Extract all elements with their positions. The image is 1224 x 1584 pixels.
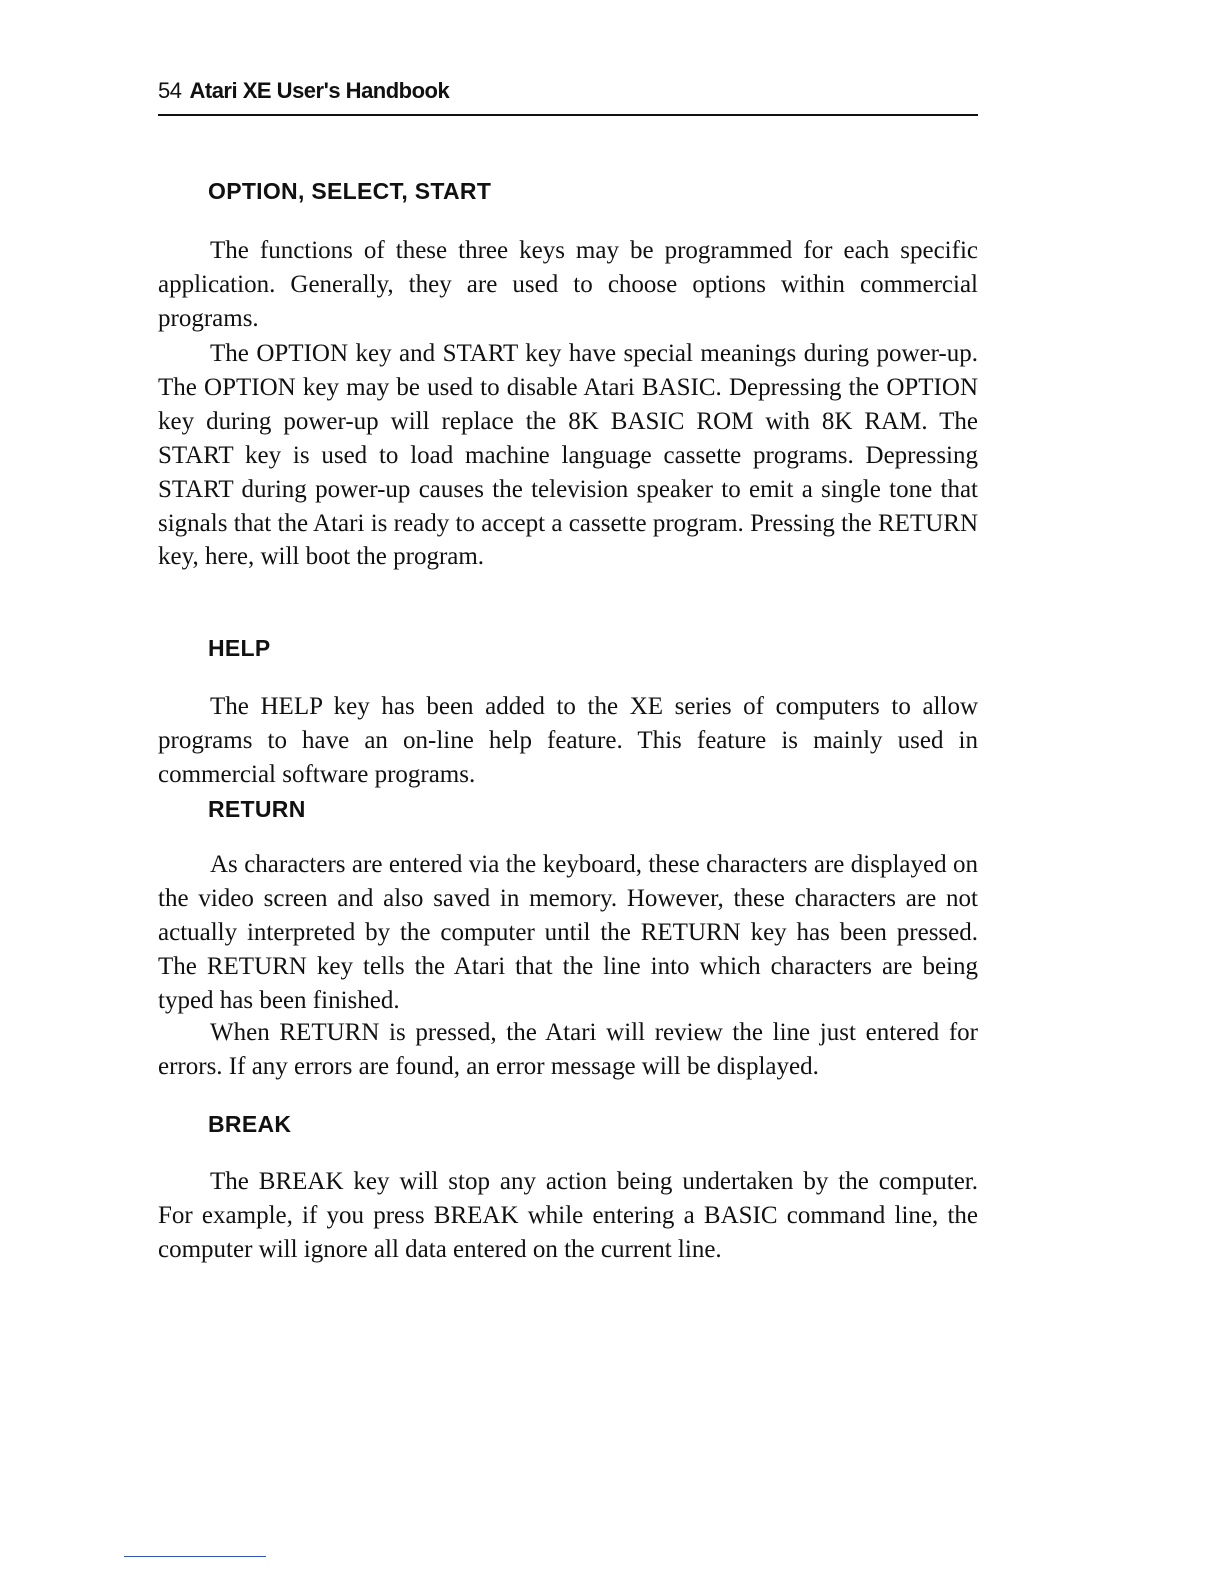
paragraph-return-characters: As characters are entered via the keyboard, these characters are displayed on the video screen and also saved in memory. However, these characters are not actually interpreted by the computer until the RETURN key has been pressed. The RETURN key tells the Atari that the line into which characters are being typed has been finished. [158,851,978,1014]
footer-rule [124,1556,266,1557]
page-number: 54 [158,78,182,103]
section-heading-help: HELP [208,635,271,661]
paragraph-help: The HELP key has been added to the XE series of computers to allow programs to have an on-line help feature. This feature is mainly used in commercial software programs. [158,693,978,788]
running-head [158,78,978,116]
book-title: Atari XE User's Handbook [189,78,450,103]
section-heading-option-select-start: OPTION, SELECT, START [208,178,492,204]
paragraph-option-powerup: The OPTION key and START key have special meanings during power-up. The OPTION key may be used to disable Atari BASIC. Depressing the OPTION key during power-up will replace the 8K BASIC ROM with 8K RAM. The START key is used to load machine language cassette programs. Depressing START during power-up causes the television speaker to emit a single tone that signals that the Atari is ready to accept a cassette program. Pressing the RETURN key, here, will boot the program. [158,340,978,571]
paragraph-option-functions: The functions of these three keys may be programmed for each specific application. Generally, they are used to choose options within commercial programs. [158,237,978,332]
paragraph-return-errors: When RETURN is pressed, the Atari will review the line just entered for errors. If any errors are found, an error message will be displayed. [158,1019,978,1080]
section-heading-break: BREAK [208,1111,292,1137]
paragraph-break: The BREAK key will stop any action being undertaken by the computer. For example, if you press BREAK while entering a BASIC command line, the computer will ignore all data entered on the current line. [158,1168,978,1263]
section-heading-return: RETURN [208,796,306,822]
